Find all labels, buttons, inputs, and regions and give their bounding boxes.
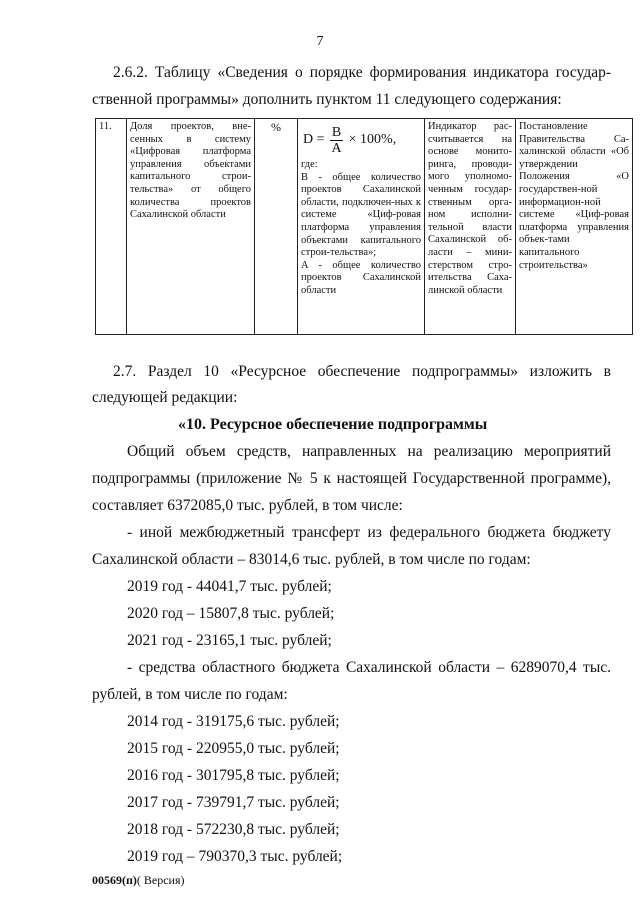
footer-version: ( Версия) [136, 873, 185, 887]
regional-year-2014: 2014 год - 319175,6 тыс. рублей; [127, 713, 340, 730]
formula-def-a: A - общее количество проектов Сахалинской области [301, 259, 421, 296]
cell-number: 11. [96, 119, 127, 335]
para2-line1: - иной межбюджетный трансферт из федерального бюджета бюджету [127, 524, 611, 541]
section-2-7-line1: 2.7. Раздел 10 «Ресурсное обеспечение подпрограммы» изложить в [113, 363, 611, 380]
cell-formula [298, 119, 425, 335]
page-number: 7 [316, 34, 324, 49]
section-2-6-2-line1: 2.6.2. Таблицу «Сведения о порядке формирования индикатора государ- [113, 64, 611, 81]
para1-line2: подпрограммы (приложение № 5 к настоящей Государственной программе), [92, 470, 611, 487]
federal-year-2019: 2019 год - 44041,7 тыс. рублей; [127, 578, 332, 595]
cell-method: Индикатор рас-считывается на основе монито-ринга, проводи-мого уполномо-ченным государ-ственным орга-ном исполни-тельной власти Сахалинской об-ласти – мини-стерством стро-ительства Саха-линской области [425, 119, 516, 335]
section-2-7-line2: следующей редакции: [92, 389, 238, 406]
footer-code: 00569(п) [92, 873, 137, 887]
para1-line3: составляет 6372085,0 тыс. рублей, в том числе: [92, 497, 403, 514]
cell-source: Постановление Правительства Са-халинской области «Об утверждении Положения «О государствен-ной информацион-ной системе «Циф-ровая платформа управления объек-тами капитального строительства» [516, 119, 633, 335]
regional-year-2017: 2017 год - 739791,7 тыс. рублей; [127, 794, 340, 811]
table-row [96, 119, 633, 335]
indicator-table [95, 118, 633, 335]
section-2-6-2-line2: ственной программы» дополнить пунктом 11 следующего содержания: [92, 91, 562, 108]
federal-year-2020: 2020 год – 15807,8 тыс. рублей; [127, 605, 335, 622]
formula-rhs: × 100%, [348, 132, 397, 148]
formula-def-b: B - общее количество проектов Сахалинской области, подключен-ных к системе «Циф-ровая платформа управления объектами капитального строи-тельства»; [301, 171, 421, 259]
regional-year-2018: 2018 год - 572230,8 тыс. рублей; [127, 821, 340, 838]
formula [303, 125, 421, 156]
para3-line2: рублей, в том числе по годам: [92, 686, 288, 703]
para3-line1: - средства областного бюджета Сахалинской области – 6289070,4 тыс. [127, 659, 611, 676]
para1-line1: Общий объем средств, направленных на реализацию мероприятий [127, 443, 611, 460]
formula-fraction [330, 125, 344, 156]
regional-year-2015: 2015 год - 220955,0 тыс. рублей; [127, 740, 340, 757]
formula-lhs: D = [303, 132, 325, 148]
document-footer [92, 873, 185, 888]
section-heading: «10. Ресурсное обеспечение подпрограммы [178, 416, 488, 433]
federal-year-2021: 2021 год - 23165,1 тыс. рублей; [127, 632, 332, 649]
formula-where: где: [301, 159, 318, 170]
para2-line2: Сахалинской области – 83014,6 тыс. рублей, в том числе по годам: [92, 551, 531, 568]
formula-denominator: A [331, 141, 342, 156]
formula-numerator: B [331, 125, 342, 140]
regional-year-2019: 2019 год – 790370,3 тыс. рублей; [127, 848, 343, 865]
cell-indicator-name: Доля проектов, вне-сенных в систему «Цифровая платформа управления объектами капитального строи-тельства» от общего количества проектов Сахалинской области [127, 119, 255, 335]
regional-year-2016: 2016 год - 301795,8 тыс. рублей; [127, 767, 340, 784]
cell-unit: % [255, 119, 298, 335]
